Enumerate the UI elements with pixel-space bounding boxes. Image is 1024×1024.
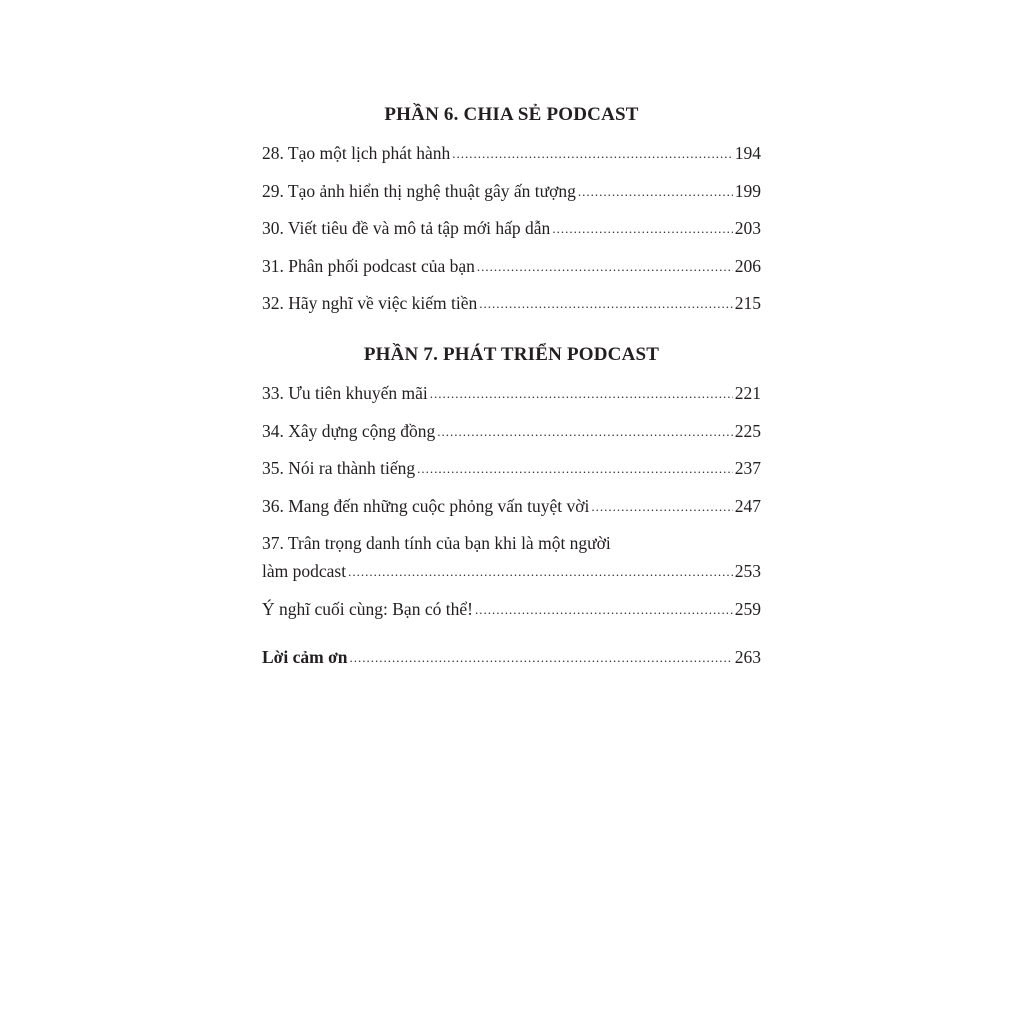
toc-entry-label-line1: 37. Trân trọng danh tính của bạn khi là một người bbox=[262, 533, 611, 553]
toc-entry-final-thoughts[interactable] bbox=[262, 596, 761, 622]
dot-leader bbox=[417, 456, 733, 482]
toc-entry-label: 30. Viết tiêu đề và mô tả tập mới hấp dẫn bbox=[262, 218, 551, 238]
toc-entry-31[interactable] bbox=[262, 253, 761, 279]
toc-entry-label: 32. Hãy nghĩ về việc kiếm tiền bbox=[262, 293, 478, 313]
toc-entry-label: 29. Tạo ảnh hiển thị nghệ thuật gây ấn tượng bbox=[262, 180, 576, 201]
dot-leader bbox=[479, 291, 732, 317]
toc-entry-page: 199 bbox=[734, 180, 761, 201]
toc-entry-page: 247 bbox=[734, 495, 761, 516]
toc-entry-34[interactable] bbox=[262, 418, 761, 444]
toc-entry-page: 215 bbox=[734, 293, 761, 313]
toc-entry-page: 225 bbox=[734, 420, 761, 441]
toc-entry-page: 259 bbox=[734, 598, 761, 619]
toc-entry-acknowledgements[interactable] bbox=[262, 644, 761, 670]
section-title-part-7: PHẦN 7. PHÁT TRIỂN PODCAST bbox=[363, 344, 660, 365]
dot-leader bbox=[591, 494, 732, 520]
dot-leader bbox=[430, 381, 733, 407]
toc-entry-33[interactable] bbox=[262, 380, 761, 406]
dot-leader bbox=[437, 419, 732, 445]
section-title-part-6: PHẦN 6. CHIA SẺ PODCAST bbox=[384, 104, 639, 125]
dot-leader bbox=[475, 597, 733, 623]
toc-entry-label: 31. Phân phối podcast của bạn bbox=[262, 255, 475, 276]
toc-entry-label: 33. Ưu tiên khuyến mãi bbox=[262, 383, 428, 403]
toc-entry-second-line bbox=[262, 558, 761, 584]
dot-leader bbox=[477, 254, 733, 280]
dot-leader bbox=[452, 141, 732, 167]
toc-entry-28[interactable] bbox=[262, 140, 761, 166]
toc-entry-label: 28. Tạo một lịch phát hành bbox=[262, 143, 451, 163]
toc-entry-label: 35. Nói ra thành tiếng bbox=[262, 458, 416, 478]
toc-entry-32[interactable] bbox=[262, 290, 761, 316]
toc-entry-29[interactable] bbox=[262, 178, 761, 204]
toc-entry-page: 206 bbox=[734, 255, 761, 276]
toc-entry-label: 36. Mang đến những cuộc phỏng vấn tuyệt vời bbox=[262, 495, 590, 516]
toc-entry-page: 253 bbox=[734, 561, 761, 581]
toc-entry-page: 221 bbox=[734, 383, 761, 403]
toc-entry-30[interactable] bbox=[262, 215, 761, 241]
toc-entry-label: Ý nghĩ cuối cùng: Bạn có thể! bbox=[262, 598, 473, 619]
toc-entry-page: 194 bbox=[734, 143, 761, 163]
toc-entry-page: 237 bbox=[734, 458, 761, 478]
toc-entry-36[interactable] bbox=[262, 493, 761, 519]
dot-leader bbox=[348, 559, 733, 585]
dot-leader bbox=[552, 216, 732, 242]
toc-entry-label-line2: làm podcast bbox=[262, 561, 347, 581]
dot-leader bbox=[350, 645, 733, 671]
toc-entry-label: Lời cảm ơn bbox=[262, 646, 348, 667]
toc-entry-label: 34. Xây dựng cộng đồng bbox=[262, 420, 436, 441]
toc-entry-35[interactable] bbox=[262, 455, 761, 481]
toc-entry-page: 203 bbox=[734, 218, 761, 238]
toc-entry-37[interactable] bbox=[262, 530, 761, 584]
table-of-contents bbox=[262, 100, 761, 681]
toc-entry-page: 263 bbox=[734, 646, 761, 667]
dot-leader bbox=[578, 179, 733, 205]
